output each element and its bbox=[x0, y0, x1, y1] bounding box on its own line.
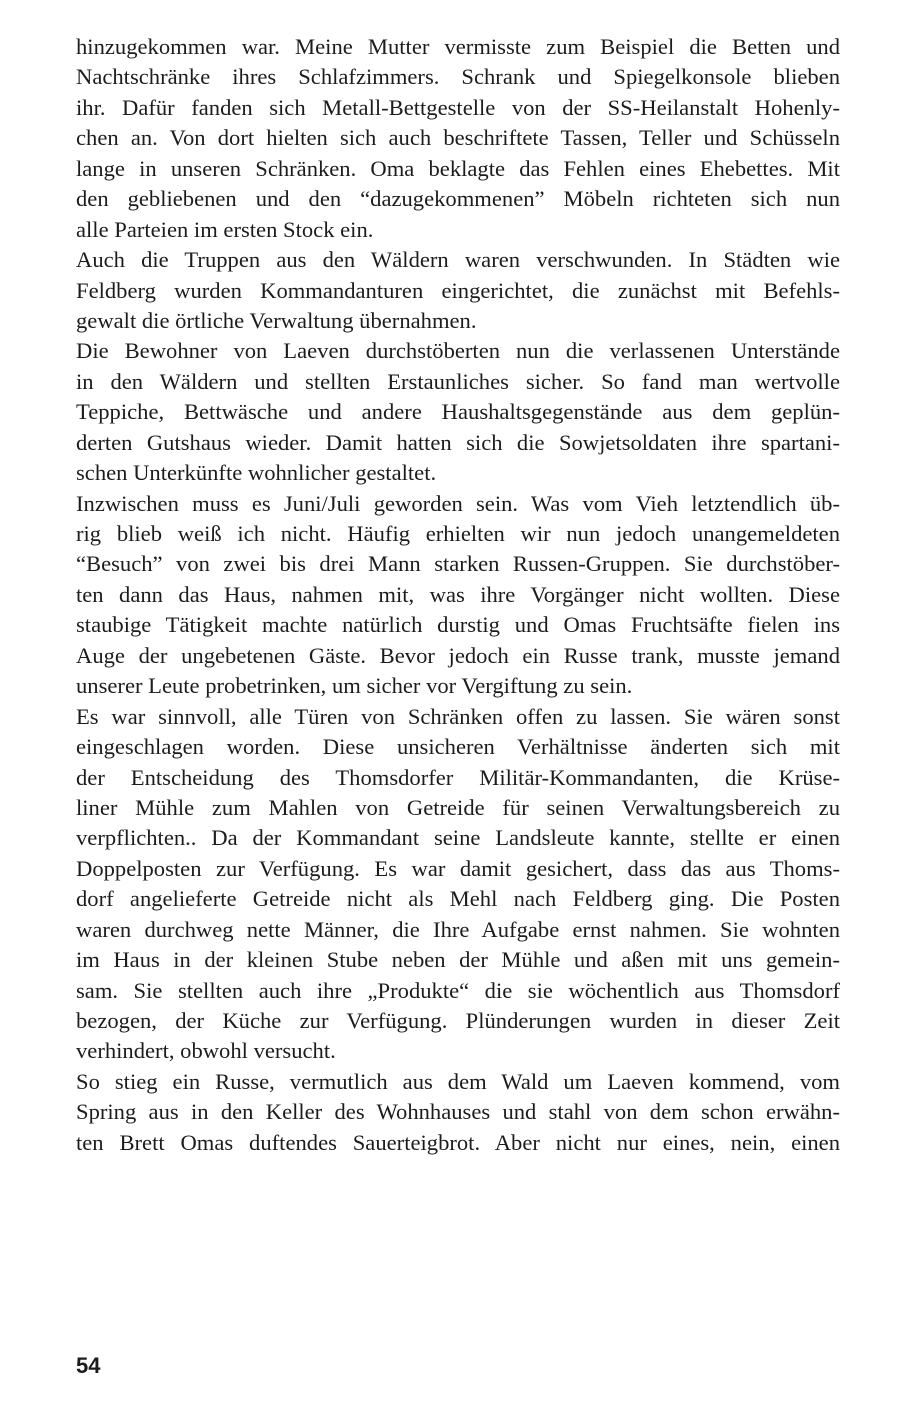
text-line: im Haus in der kleinen Stube neben der Mühle und aßen mit uns gemein- bbox=[76, 947, 840, 973]
body-text bbox=[76, 32, 840, 1158]
text-line: rig blieb weiß ich nicht. Häufig erhielten wir nun jedoch unangemeldeten bbox=[76, 521, 840, 546]
text-line: in den Wäldern und stellten Erstaunliches sicher. So fand man wertvolle bbox=[76, 368, 840, 394]
text-line: “Besuch” von zwei bis drei Mann starken Russen-Gruppen. Sie durchstöber- bbox=[76, 551, 840, 577]
text-line: der Entscheidung des Thomsdorfer Militär-Kommandanten, die Krüse- bbox=[76, 764, 840, 790]
text-line: gewalt die örtliche Verwaltung übernahmen. bbox=[76, 307, 477, 333]
text-line: waren durchweg nette Männer, die Ihre Aufgabe ernst nahmen. Sie wohnten bbox=[76, 916, 840, 942]
text-line: dorf angelieferte Getreide nicht als Mehl nach Feldberg ging. Die Posten bbox=[76, 886, 840, 912]
text-line: Die Bewohner von Laeven durchstöberten nun die verlassenen Unterstände bbox=[76, 338, 840, 364]
page-number: 54 bbox=[76, 1353, 101, 1378]
text-line: liner Mühle zum Mahlen von Getreide für seinen Verwaltungsbereich zu bbox=[76, 794, 840, 820]
text-line: ten Brett Omas duftendes Sauerteigbrot. Aber nicht nur eines, nein, einen bbox=[76, 1129, 840, 1155]
text-line: alle Parteien im ersten Stock ein. bbox=[76, 216, 374, 242]
text-line: derten Gutshaus wieder. Damit hatten sich die Sowjetsoldaten ihre spartani- bbox=[76, 429, 840, 455]
text-line: sam. Sie stellten auch ihre „Produkte“ die sie wöchentlich aus Thomsdorf bbox=[76, 977, 840, 1003]
text-line: Nachtschränke ihres Schlafzimmers. Schrank und Spiegelkonsole blieben bbox=[76, 64, 840, 90]
text-line: lange in unseren Schränken. Oma beklagte das Fehlen eines Ehebettes. Mit bbox=[76, 155, 840, 181]
text-line: Es war sinnvoll, alle Türen von Schränken offen zu lassen. Sie wären sonst bbox=[76, 703, 840, 729]
text-line: unserer Leute probetrinken, um sicher vor Vergiftung zu sein. bbox=[76, 673, 633, 699]
text-line: verhindert, obwohl versucht. bbox=[76, 1038, 336, 1064]
text-line: hinzugekommen war. Meine Mutter vermisste zum Beispiel die Betten und bbox=[76, 34, 840, 59]
text-line: Auge der ungebetenen Gäste. Bevor jedoch ein Russe trank, musste jemand bbox=[76, 642, 840, 668]
text-line: ihr. Dafür fanden sich Metall-Bettgestelle von der SS-Heilanstalt Hohenly- bbox=[76, 94, 840, 120]
text-line: bezogen, der Küche zur Verfügung. Plünderungen wurden in dieser Zeit bbox=[76, 1008, 840, 1033]
text-line: Inzwischen muss es Juni/Juli geworden sein. Was vom Vieh letztendlich üb- bbox=[76, 490, 840, 516]
text-line: Auch die Truppen aus den Wäldern waren verschwunden. In Städten wie bbox=[76, 247, 840, 273]
text-line: den gebliebenen und den “dazugekommenen” Möbeln richteten sich nun bbox=[76, 186, 840, 212]
text-line: verpflichten.. Da der Kommandant seine Landsleute kannte, stellte er einen bbox=[76, 825, 840, 851]
text-line: So stieg ein Russe, vermutlich aus dem Wald um Laeven kommend, vom bbox=[76, 1068, 840, 1094]
text-line: staubige Tätigkeit machte natürlich durstig und Omas Fruchtsäfte fielen ins bbox=[76, 612, 840, 638]
text-line: schen Unterkünfte wohnlicher gestaltet. bbox=[76, 460, 437, 486]
text-line: Teppiche, Bettwäsche und andere Haushaltsgegenstände aus dem geplün- bbox=[76, 399, 840, 425]
text-line: Spring aus in den Keller des Wohnhauses und stahl von dem schon erwähn- bbox=[76, 1099, 840, 1125]
text-line: chen an. Von dort hielten sich auch beschriftete Tassen, Teller und Schüsseln bbox=[76, 125, 840, 151]
text-line: Feldberg wurden Kommandanturen eingerichtet, die zunächst mit Befehls- bbox=[76, 277, 840, 303]
text-line: ten dann das Haus, nahmen mit, was ihre Vorgänger nicht wollten. Diese bbox=[76, 581, 840, 607]
text-line: Doppelposten zur Verfügung. Es war damit gesichert, dass das aus Thoms- bbox=[76, 855, 840, 881]
text-line: eingeschlagen worden. Diese unsicheren Verhältnisse änderten sich mit bbox=[76, 734, 840, 760]
